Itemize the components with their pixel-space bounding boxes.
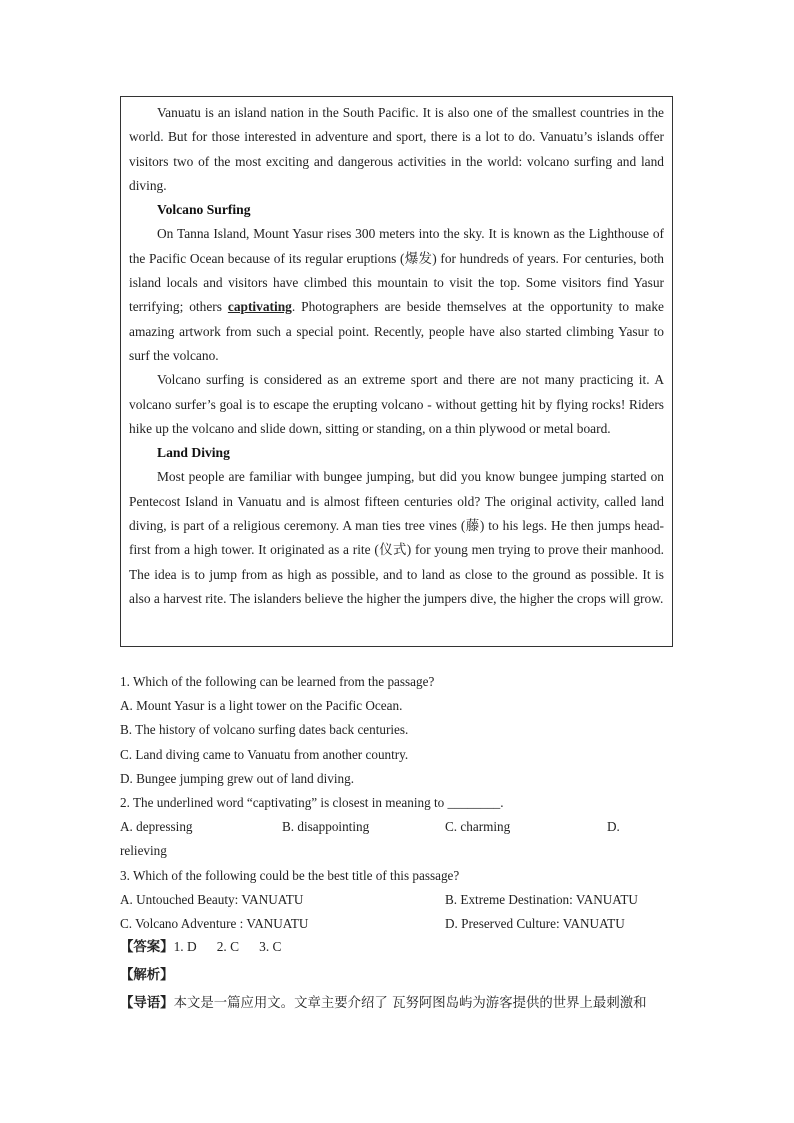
question-2-option-c: C. charming <box>445 819 511 835</box>
question-2-option-d-continued: relieving <box>120 843 167 859</box>
heading-volcano-surfing: Volcano Surfing <box>157 202 251 218</box>
question-2-options <box>120 815 680 839</box>
question-3-option-d: D. Preserved Culture: VANUATU <box>445 915 625 931</box>
underlined-word: captivating <box>227 299 292 315</box>
answer-values: 1. D 2. C 3. C <box>173 939 282 954</box>
paragraph-text: . Photographers are beside themselves at the opportunity to make amazing artwork from such a special point. Recently, people have also started climbing Yasur to surf the volcano. <box>129 299 664 363</box>
question-2-option-a: A. depressing <box>120 819 193 835</box>
analysis-label: 【解析】 <box>120 968 174 983</box>
question-3-stem: 3. Which of the following could be the best title of this passage? <box>120 867 460 883</box>
question-2-option-d: D. <box>607 819 620 835</box>
guide-line <box>120 992 647 1011</box>
question-1-option-a: A. Mount Yasur is a light tower on the Pacific Ocean. <box>120 698 403 714</box>
guide-text: 本文是一篇应用文。文章主要介绍了 瓦努阿图岛屿为游客提供的世界上最刺激和 <box>173 996 647 1011</box>
passage-paragraph-surfing: Volcano surfing is considered as an extreme sport and there are not many practicing it. A volcano surfer’s goal is to escape the erupting volcano - without getting hit by flying rocks! Riders hike up the volcano and slide down, sitting or standing, on a thin plywood or metal board. <box>129 372 664 436</box>
paragraph-text: On Tanna Island, Mount Yasur rises 300 meters into the sky. It is known as the Lighthouse of the Pacific Ocean because of its regular eruptions (爆发) for hundreds of years. For centuries, both island locals and visitors have climbed this mountain to visit the top. Some visitors find Yasur terrifying; others <box>129 226 664 315</box>
passage-box <box>120 96 673 647</box>
answer-label: 【答案】 <box>120 940 174 955</box>
question-3-option-b: B. Extreme Destination: VANUATU <box>445 891 638 907</box>
heading-land-diving: Land Diving <box>157 445 230 461</box>
question-2-option-b: B. disappointing <box>282 819 370 835</box>
question-1-option-b: B. The history of volcano surfing dates back centuries. <box>120 722 409 738</box>
question-3-options-row-1 <box>120 888 680 912</box>
question-1-stem: 1. Which of the following can be learned from the passage? <box>120 674 435 689</box>
guide-label: 【导语】 <box>120 996 174 1011</box>
question-3-options-row-2 <box>120 912 680 936</box>
analysis-line <box>120 964 174 983</box>
passage-paragraph-intro: Vanuatu is an island nation in the South Pacific. It is also one of the smallest countries in the world. But for those interested in adventure and sport, there is a lot to do. Vanuatu’s islands offer visitors two of the most exciting and dangerous activities in the world: volcano surfing and land diving. <box>129 105 664 193</box>
question-3-option-c: C. Volcano Adventure : VANUATU <box>120 915 309 931</box>
answer-line <box>120 936 281 955</box>
passage-paragraph-land-diving: Most people are familiar with bungee jumping, but did you know bungee jumping started on Pentecost Island in Vanuatu and is almost fifteen centuries old? The original activity, called land diving, is part of a religious ceremony. A man ties tree vines (藤) to his legs. He then jumps head-first from a high tower. It originated as a rite (仪式) for young men trying to prove their manhood. The idea is to jump from as high as possible, and to land as close to the ground as possible. It is also a harvest rite. The islanders believe the higher the jumpers dive, the higher the crops will grow. <box>129 469 664 606</box>
passage-paragraph-volcano <box>129 222 664 368</box>
question-2-stem: 2. The underlined word “captivating” is closest in meaning to ________. <box>120 794 504 810</box>
questions-section <box>120 670 680 936</box>
question-1-option-c: C. Land diving came to Vanuatu from another country. <box>120 746 409 762</box>
question-1-option-d: D. Bungee jumping grew out of land diving. <box>120 770 355 786</box>
question-3-option-a: A. Untouched Beauty: VANUATU <box>120 891 304 907</box>
